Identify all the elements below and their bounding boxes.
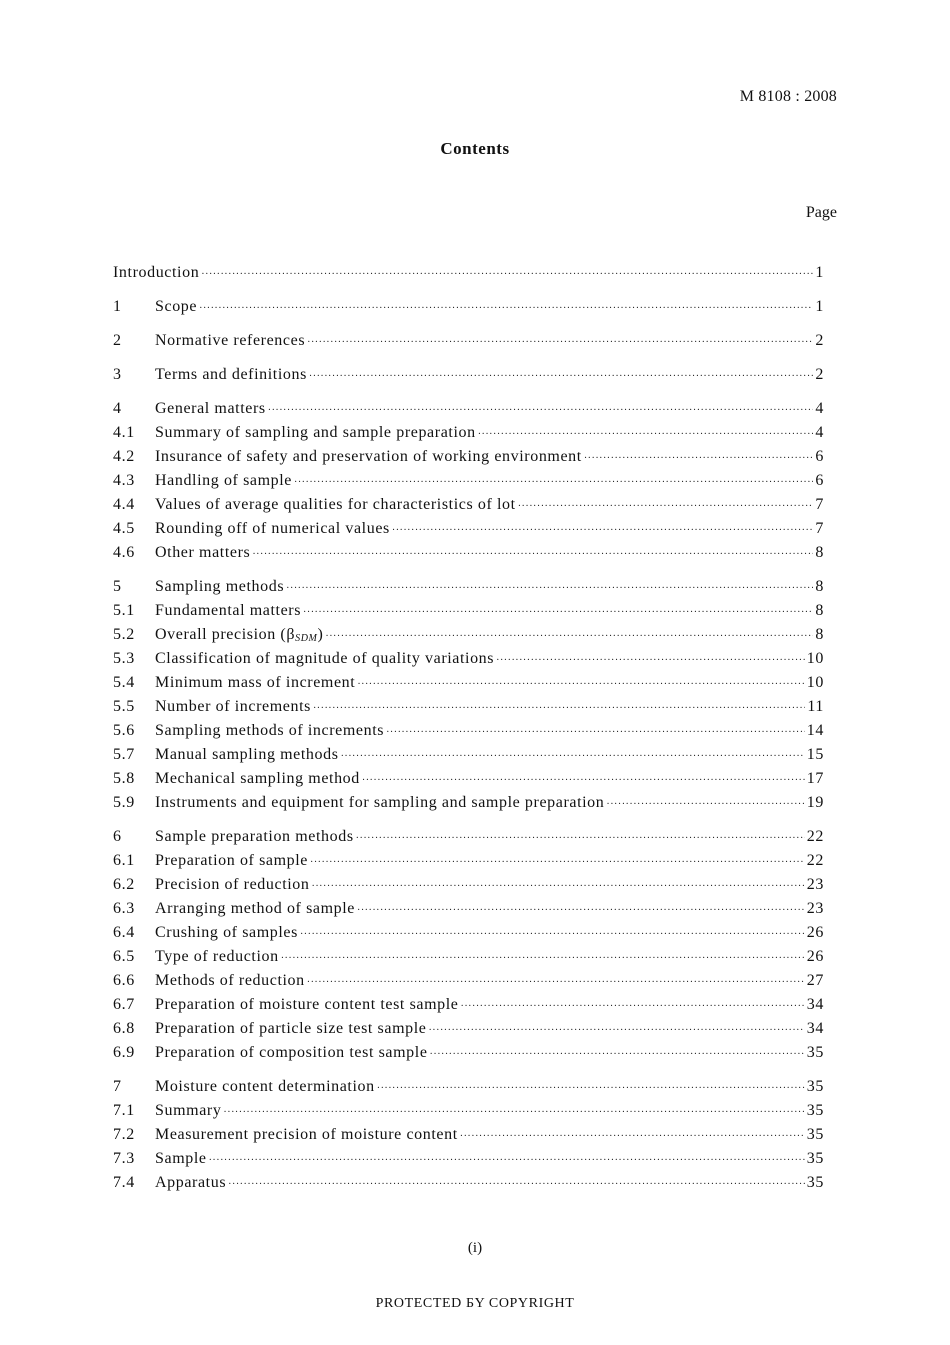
toc-entry-3[interactable] <box>113 366 824 390</box>
toc-entry-page: 4 <box>815 424 824 441</box>
toc-entry-number: 7.1 <box>113 1102 135 1119</box>
toc-entry-title-text: Preparation of composition test sample <box>155 1044 428 1061</box>
toc-entry-title <box>155 1078 375 1096</box>
toc-entry-subscript: SDM <box>295 633 318 644</box>
toc-entry-title-text: Overall precision (β <box>155 626 296 643</box>
toc-entry-title <box>155 1150 207 1168</box>
toc-entry-7-2[interactable] <box>113 1126 824 1150</box>
toc-entry-page: 22 <box>806 852 824 869</box>
dot-leader <box>460 1131 805 1142</box>
dot-leader <box>430 1049 805 1060</box>
copyright-notice: PROTECTED БY COPYRIGHT <box>375 1296 575 1311</box>
toc-entry-title-text: Other matters <box>155 544 251 561</box>
toc-entry-number: 4 <box>113 400 122 417</box>
toc-entry-title <box>155 852 308 870</box>
toc-entry-5-7[interactable] <box>113 746 824 770</box>
toc-entry-page: 26 <box>806 948 824 965</box>
toc-entry-title <box>155 332 305 350</box>
dot-leader <box>209 1155 805 1166</box>
toc-entry-title-text: General matters <box>155 400 266 417</box>
toc-entry-title-text: Manual sampling methods <box>155 746 339 763</box>
toc-entry-title-text: Normative references <box>155 332 306 349</box>
dot-leader <box>201 269 813 280</box>
toc-entry-number: 6.6 <box>113 972 135 989</box>
toc-entry-number: 5.2 <box>113 626 135 643</box>
toc-entry-title <box>155 828 354 846</box>
toc-entry-title <box>155 1102 221 1120</box>
toc-entry-page: 19 <box>806 794 824 811</box>
toc-entry-page: 35 <box>806 1150 824 1167</box>
toc-entry-5-9[interactable] <box>113 794 824 818</box>
toc-entry-number: 6.9 <box>113 1044 135 1061</box>
dot-leader <box>392 525 814 536</box>
toc-entry-5-4[interactable] <box>113 674 824 698</box>
toc-entry-title-text: Crushing of samples <box>155 924 298 941</box>
toc-entry-title <box>155 722 384 740</box>
toc-entry-title-text: Apparatus <box>155 1174 227 1191</box>
toc-entry-number: 6 <box>113 828 122 845</box>
toc-entry-title <box>155 520 390 538</box>
toc-entry-title-text: Sampling methods of increments <box>155 722 385 739</box>
toc-entry-title <box>155 424 476 442</box>
toc-entry-title <box>155 472 292 490</box>
document-id: M 8108 : 2008 <box>739 88 837 105</box>
toc-entry-title-text: Summary <box>155 1102 222 1119</box>
toc-entry-title <box>155 924 298 942</box>
toc-entry-7[interactable] <box>113 1078 824 1102</box>
toc-entry-6-5[interactable] <box>113 948 824 972</box>
toc-entry-title <box>155 578 284 596</box>
toc-entry-title <box>155 544 250 562</box>
toc-entry-6-6[interactable] <box>113 972 824 996</box>
toc-entry-page: 11 <box>807 698 824 715</box>
toc-entry-title <box>155 948 279 966</box>
toc-entry-title-text: Preparation of sample <box>155 852 308 869</box>
toc-entry-page: 8 <box>815 626 824 643</box>
toc-entry-number: 6.8 <box>113 1020 135 1037</box>
toc-entry-number: 5.8 <box>113 770 135 787</box>
toc-entry-5-5[interactable] <box>113 698 824 722</box>
toc-entry-title-text: Classification of magnitude of quality variations <box>155 650 495 667</box>
toc-entry-title-text: Sampling methods <box>155 578 285 595</box>
dot-leader <box>310 857 805 868</box>
toc-entry-title-text: Arranging method of sample <box>155 900 355 917</box>
toc-entry-page: 26 <box>806 924 824 941</box>
dot-leader <box>300 929 805 940</box>
dot-leader <box>307 977 805 988</box>
toc-entry-page: 1 <box>815 264 824 281</box>
toc-entry-title-text: Type of reduction <box>155 948 279 965</box>
toc-entry-title <box>155 448 582 466</box>
toc-entry-number: 4.3 <box>113 472 135 489</box>
dot-leader <box>386 727 805 738</box>
toc-entry-page: 15 <box>806 746 824 763</box>
dot-leader <box>377 1083 805 1094</box>
toc-entry-5-3[interactable] <box>113 650 824 674</box>
toc-entry-page: 2 <box>815 366 824 383</box>
toc-entry-number: 6.7 <box>113 996 135 1013</box>
toc-entry-title <box>155 746 339 764</box>
toc-entry-title-text: Fundamental matters <box>155 602 302 619</box>
toc-entry-title <box>155 794 604 812</box>
toc-entry-number: 5.7 <box>113 746 135 763</box>
toc-entry-4[interactable] <box>113 400 824 424</box>
dot-leader <box>325 631 813 642</box>
toc-entry-page: 34 <box>806 996 824 1013</box>
toc-entry-title-text: Terms and definitions <box>155 366 307 383</box>
toc-entry-title <box>155 1174 226 1192</box>
toc-entry-number: 6.4 <box>113 924 135 941</box>
toc-entry-1[interactable] <box>113 298 824 322</box>
toc-entry-number: 6.3 <box>113 900 135 917</box>
toc-entry-number: 4.6 <box>113 544 135 561</box>
dot-leader <box>286 583 813 594</box>
toc-entry-5-2[interactable] <box>113 626 824 650</box>
dot-leader <box>606 799 804 810</box>
dot-leader <box>223 1107 804 1118</box>
toc-entry-5-6[interactable] <box>113 722 824 746</box>
toc-entry-page: 8 <box>815 578 824 595</box>
toc-entry-page: 8 <box>815 544 824 561</box>
toc-entry-number: 5.9 <box>113 794 135 811</box>
toc-entry-number: 7.4 <box>113 1174 135 1191</box>
toc-entry-page: 2 <box>815 332 824 349</box>
toc-entry-title-text: Preparation of moisture content test sample <box>155 996 459 1013</box>
toc-entry-page: 35 <box>806 1044 824 1061</box>
toc-entry-7-4[interactable] <box>113 1174 824 1198</box>
toc-entry-6-4[interactable] <box>113 924 824 948</box>
dot-leader <box>428 1025 804 1036</box>
toc-entry-number: 5 <box>113 578 122 595</box>
dot-leader <box>313 703 805 714</box>
toc-entry-page: 7 <box>815 520 824 537</box>
toc-entry-title-text: Sample <box>155 1150 207 1167</box>
toc-entry-title-text: Mechanical sampling method <box>155 770 360 787</box>
toc-entry-page: 35 <box>806 1174 824 1191</box>
dot-leader <box>518 501 814 512</box>
toc-entry-number: 2 <box>113 332 122 349</box>
toc-entry-title <box>155 400 266 418</box>
toc-entry-title-text: Precision of reduction <box>155 876 310 893</box>
toc-entry-title <box>155 770 360 788</box>
dot-leader <box>268 405 814 416</box>
toc-entry-6[interactable] <box>113 828 824 852</box>
toc-entry-page: 8 <box>815 602 824 619</box>
toc-entry-6-9[interactable] <box>113 1044 824 1068</box>
toc-entry-number: 5.6 <box>113 722 135 739</box>
toc-entry-7-3[interactable] <box>113 1150 824 1174</box>
toc-entry-5-1[interactable] <box>113 602 824 626</box>
toc-entry-2[interactable] <box>113 332 824 356</box>
page-folio: (i) <box>467 1240 483 1256</box>
dot-leader <box>357 905 805 916</box>
toc-entry-number: 7.3 <box>113 1150 135 1167</box>
dot-leader <box>281 953 805 964</box>
toc-entry-title <box>155 1126 458 1144</box>
dot-leader <box>362 775 805 786</box>
toc-entry-title <box>155 900 355 918</box>
toc-entry-title-text: Preparation of particle size test sample <box>155 1020 427 1037</box>
toc-entry-number: 5.4 <box>113 674 135 691</box>
toc-entry-title <box>155 1020 426 1038</box>
toc-entry-4-1[interactable] <box>113 424 824 448</box>
dot-leader <box>199 303 813 314</box>
toc-entry-title-text: Insurance of safety and preservation of working environment <box>155 448 582 465</box>
toc-entry-page: 23 <box>806 876 824 893</box>
page-column-header: Page <box>805 204 837 221</box>
toc-entry-title-text: Methods of reduction <box>155 972 305 989</box>
toc-entry-number: 4.2 <box>113 448 135 465</box>
dot-leader <box>357 679 804 690</box>
toc-entry-title-text: Measurement precision of moisture content <box>155 1126 458 1143</box>
toc-entry-page: 14 <box>806 722 824 739</box>
toc-entry-page: 35 <box>806 1078 824 1095</box>
toc-entry-title <box>155 298 197 316</box>
toc-entry-page: 35 <box>806 1102 824 1119</box>
toc-entry-title-text: Summary of sampling and sample preparation <box>155 424 476 441</box>
toc-entry-page: 10 <box>806 674 824 691</box>
dot-leader <box>356 833 805 844</box>
toc-entry-title: Introduction <box>113 264 200 281</box>
dot-leader <box>461 1001 805 1012</box>
toc-entry-title-text: Rounding off of numerical values <box>155 520 390 537</box>
toc-entry-number: 7 <box>113 1078 122 1095</box>
toc-entry-6-1[interactable] <box>113 852 824 876</box>
toc-entry-number: 5.3 <box>113 650 135 667</box>
toc-entry-number: 7.2 <box>113 1126 135 1143</box>
toc-entry-title <box>155 496 516 514</box>
toc-entry-4-2[interactable] <box>113 448 824 472</box>
toc-entry-page: 7 <box>815 496 824 513</box>
toc-entry-page: 6 <box>815 472 824 489</box>
toc-entry-title-text: Number of increments <box>155 698 311 715</box>
toc-entry-title <box>155 996 459 1014</box>
toc-entry-6-7[interactable] <box>113 996 824 1020</box>
toc-entry-page: 23 <box>806 900 824 917</box>
toc-entry-title-text: Instruments and equipment for sampling and sample preparation <box>155 794 605 811</box>
toc-entry-title <box>155 876 310 894</box>
dot-leader <box>309 371 813 382</box>
toc-entry-number: 4.4 <box>113 496 135 513</box>
toc-entry-6-3[interactable] <box>113 900 824 924</box>
toc-entry-title <box>155 698 311 716</box>
toc-entry-title-text: Minimum mass of increment <box>155 674 356 691</box>
toc-entry-page: 4 <box>815 400 824 417</box>
toc-entry-number: 4.5 <box>113 520 135 537</box>
toc-entry-title <box>155 366 307 384</box>
toc-entry-number: 5.5 <box>113 698 135 715</box>
toc-entry-page: 22 <box>806 828 824 845</box>
dot-leader <box>303 607 813 618</box>
dot-leader <box>341 751 805 762</box>
toc-entry-title <box>155 972 305 990</box>
toc-entry-number: 4.1 <box>113 424 135 441</box>
toc-entry-page: 35 <box>806 1126 824 1143</box>
dot-leader <box>496 655 805 666</box>
toc-entry-title-text: Sample preparation methods <box>155 828 354 845</box>
table-of-contents <box>113 264 824 1198</box>
toc-entry-title-text: Handling of sample <box>155 472 292 489</box>
toc-entry-number: 1 <box>113 298 122 315</box>
toc-entry-title <box>155 650 494 668</box>
dot-leader <box>584 453 814 464</box>
toc-entry-page: 34 <box>806 1020 824 1037</box>
toc-entry-number: 5.1 <box>113 602 135 619</box>
toc-entry-number: 6.1 <box>113 852 135 869</box>
dot-leader <box>312 881 805 892</box>
dot-leader <box>307 337 813 348</box>
toc-entry-title <box>155 674 355 692</box>
toc-entry-page: 1 <box>815 298 824 315</box>
toc-entry-6-2[interactable] <box>113 876 824 900</box>
toc-entry-title-text: Moisture content determination <box>155 1078 375 1095</box>
dot-leader <box>252 549 813 560</box>
toc-entry-4-4[interactable] <box>113 496 824 520</box>
toc-entry-6-8[interactable] <box>113 1020 824 1044</box>
toc-entry-number: 6.5 <box>113 948 135 965</box>
toc-entry-5[interactable] <box>113 578 824 602</box>
toc-entry-5-8[interactable] <box>113 770 824 794</box>
toc-entry-4-5[interactable] <box>113 520 824 544</box>
toc-entry-title-text: Scope <box>155 298 198 315</box>
toc-entry-title <box>155 602 301 620</box>
toc-entry-page: 6 <box>815 448 824 465</box>
page-title: Contents <box>440 139 510 158</box>
toc-entry-4-3[interactable] <box>113 472 824 496</box>
toc-entry-number: 3 <box>113 366 122 383</box>
toc-entry-4-6[interactable] <box>113 544 824 568</box>
toc-entry-title-text: Values of average qualities for characteristics of lot <box>155 496 516 513</box>
toc-entry-title <box>155 1044 428 1062</box>
toc-entry-page: 10 <box>806 650 824 667</box>
toc-entry-number: 6.2 <box>113 876 135 893</box>
toc-entry-7-1[interactable] <box>113 1102 824 1126</box>
dot-leader <box>228 1179 805 1190</box>
toc-entry-title <box>155 626 323 644</box>
toc-entry-page: 27 <box>806 972 824 989</box>
toc-entry-page: 17 <box>806 770 824 787</box>
toc-entry-title-suffix: ) <box>317 626 324 643</box>
dot-leader <box>294 477 813 488</box>
toc-entry-introduction[interactable] <box>113 264 824 288</box>
dot-leader <box>478 429 814 440</box>
